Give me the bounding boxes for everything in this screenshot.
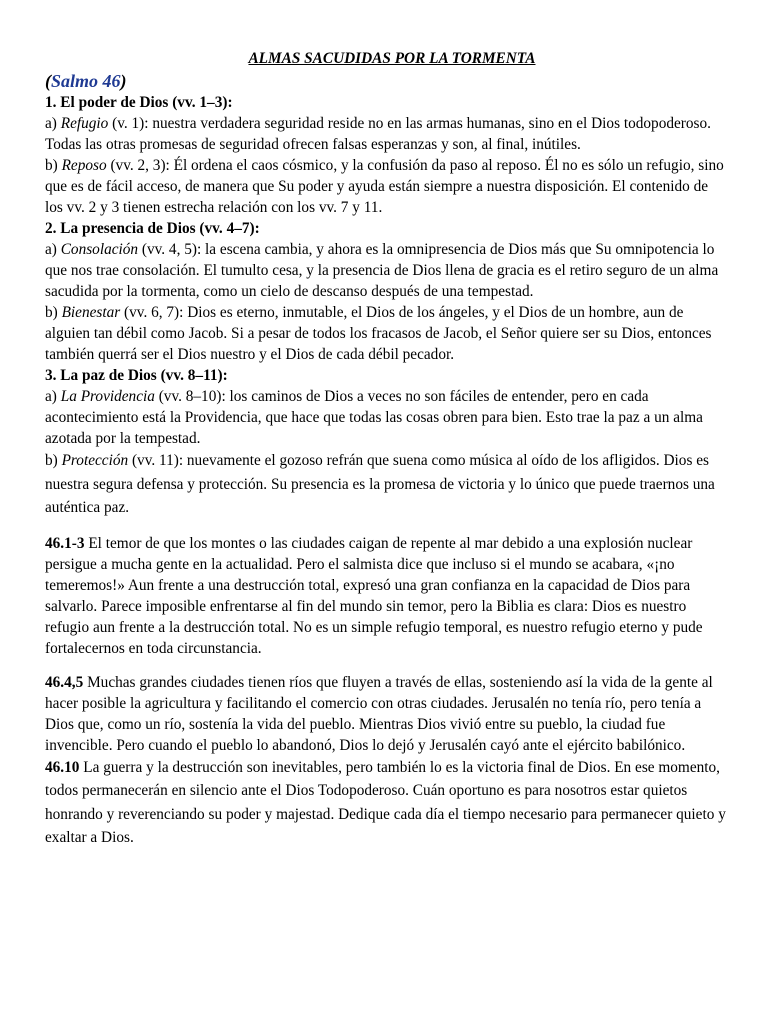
note-text: Muchas grandes ciudades tienen ríos que fluyen a través de ellas, sosteniendo así la vida de la gente al hacer posible la agricultura y facilitando el comercio con otras ciudades. Jerusalén no tenía río, pero tenía a Dios que, como un río, sostenía la vida del pueblo. Mientras Dios vivió entre su pueblo, la ciudad fue invencible. Pero cuando el pueblo lo abandonó, Dios lo dejó y Jerusalén cayó ante el ejército babilónico. (45, 673, 713, 754)
section1-point-b (45, 155, 729, 218)
document-page (45, 48, 729, 850)
point-term: Consolación (60, 241, 139, 258)
section2-point-b (45, 302, 729, 365)
section2-point-a (45, 239, 729, 302)
point-term: Reposo (61, 157, 107, 174)
section3-point-b (45, 449, 729, 520)
note-text: La guerra y la destrucción son inevitables, pero también lo es la victoria final de Dios. En ese momento, todos permanecerán en silencio ante el Dios Todopoderoso. Cuán oportuno es para nosotros estar quietos honrando y reverenciando su poder y majestad. Dedique cada día el tiempo necesario para permanecer quieto y exaltar a Dios. (45, 758, 726, 846)
point-prefix: a) (45, 115, 61, 132)
verse-reference: 46.4,5 (45, 673, 84, 691)
note-46-1-3 (45, 533, 729, 659)
point-text: (vv. 2, 3): Él ordena el caos cósmico, y la confusión da paso al reposo. Él no es sólo un refugio, sino que es de fácil acceso, de manera que Su poder y ayuda están siempre a nuestra disposición. El contenido de los vv. 2 y 3 tienen estrecha relación con los vv. 7 y 11. (45, 157, 724, 216)
paragraph-spacer (45, 520, 729, 533)
point-text: (vv. 4, 5): la escena cambia, y ahora es la omnipresencia de Dios más que Su omnipotencia lo que nos trae consolación. El tumulto cesa, y la presencia de Dios llena de gracia es el retiro seguro de un alma sacudida por la tormenta, como un cielo de descanso después de una tempestad. (45, 241, 719, 300)
point-text: (vv. 8–10): los caminos de Dios a veces no son fáciles de entender, pero en cada acontecimiento está la Providencia, que hace que todas las cosas obren para bien. Esto trae la paz a un alma azotada por la tempestad. (45, 388, 703, 447)
section3-point-a (45, 386, 729, 449)
note-46-10 (45, 756, 729, 850)
section1-heading: 1. El poder de Dios (vv. 1–3): (45, 94, 233, 111)
point-term: Protección (61, 452, 129, 469)
section2-heading: 2. La presencia de Dios (vv. 4–7): (45, 220, 260, 237)
verse-reference: 46.1-3 (45, 534, 85, 552)
point-prefix: b) (45, 304, 62, 321)
note-46-4-5 (45, 672, 729, 756)
point-prefix: b) (45, 452, 62, 469)
document-subtitle (45, 70, 729, 92)
subtitle-open: ( (45, 71, 51, 91)
verse-reference: 46.10 (45, 758, 80, 776)
point-text: (vv. 6, 7): Dios es eterno, inmutable, el Dios de los ángeles, y el Dios de un hombre, aun de alguien tan débil como Jacob. Si a pesar de todos los fracasos de Jacob, el Señor quiere ser su Dios, entonces también querrá ser el Dios nuestro y el Dios de cada débil pecador. (45, 304, 712, 363)
point-term: Refugio (60, 115, 109, 132)
paragraph-spacer (45, 659, 729, 672)
point-term: La Providencia (60, 388, 155, 405)
point-prefix: a) (45, 388, 61, 405)
psalm-reference: Salmo 46 (51, 71, 121, 91)
document-title: ALMAS SACUDIDAS POR LA TORMENTA (248, 50, 536, 67)
section1-point-a (45, 113, 729, 155)
point-prefix: a) (45, 241, 61, 258)
note-text: El temor de que los montes o las ciudades caigan de repente al mar debido a una explosión nuclear persigue a mucha gente en la actualidad. Pero el salmista dice que incluso si el mundo se acabara, «¡no temeremos!» Aun frente a una destrucción total, expresó una gran confianza en la capacidad de Dios para salvarlo. Parece imposible enfrentarse al fin del mundo sin temor, pero la Biblia es clara: Dios es nuestro refugio aun frente a la destrucción total. No es un simple refugio temporal, es nuestro refugio eterno y pude fortalecernos en toda circunstancia. (45, 534, 703, 657)
point-text: (vv. 11): nuevamente el gozoso refrán que suena como música al oído de los afligidos. Dios es nuestra segura defensa y protección. Su presencia es la promesa de victoria y lo único que puede traernos una auténtica paz. (45, 452, 715, 516)
point-term: Bienestar (61, 304, 121, 321)
subtitle-close: ) (120, 71, 127, 91)
point-text: (v. 1): nuestra verdadera seguridad reside no en las armas humanas, sino en el Dios todopoderoso. Todas las otras promesas de seguridad ofrecen falsas esperanzas y son, al final, inútiles. (45, 115, 711, 153)
point-prefix: b) (45, 157, 62, 174)
section3-heading: 3. La paz de Dios (vv. 8–11): (45, 367, 228, 384)
